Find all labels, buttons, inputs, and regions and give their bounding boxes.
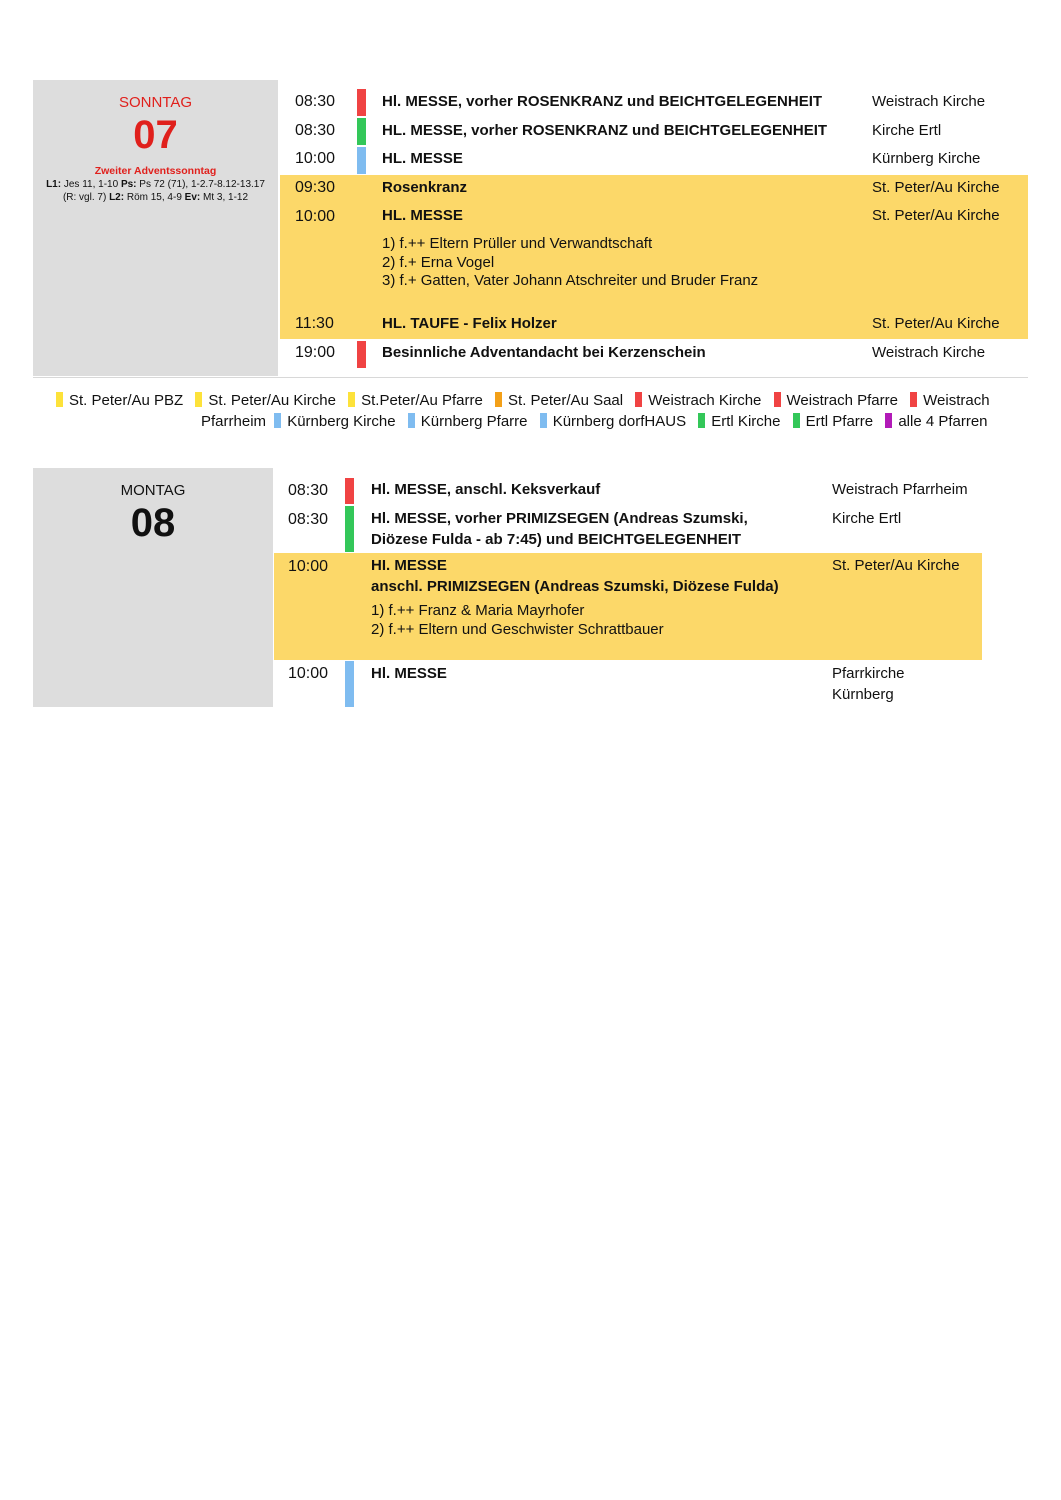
color-swatch — [408, 413, 415, 428]
legend-item: alle 4 Pfarren — [877, 413, 987, 430]
legend-item: St. Peter/Au PBZ — [52, 392, 183, 409]
event-location: St. Peter/Au Kirche — [872, 315, 1000, 332]
location-color-bar — [345, 506, 354, 552]
event-time: 08:30 — [295, 122, 336, 139]
event-location: Weistrach Kirche — [872, 344, 986, 361]
event-time: 09:30 — [295, 179, 336, 196]
intention-line: 2) f.++ Eltern und Geschwister Schrattbauer — [371, 620, 664, 638]
color-swatch — [195, 392, 202, 407]
event-time: 10:00 — [288, 665, 329, 682]
event-title: HL. MESSE — [382, 150, 463, 167]
location-color-bar — [345, 661, 354, 707]
event-notes — [382, 235, 758, 291]
legend-line — [52, 411, 1032, 432]
day-number: 07 — [133, 113, 178, 157]
legend-item: Kürnberg dorfHAUS — [532, 413, 686, 430]
location-color-bar — [357, 341, 366, 368]
legend-item: Weistrach — [902, 392, 989, 409]
location-color-bar — [357, 89, 366, 116]
location-color-bar — [357, 118, 366, 145]
event-title: Hl. MESSE — [371, 665, 447, 682]
day-number: 08 — [130, 501, 176, 545]
event-time: 10:00 — [295, 150, 336, 167]
legend-item: St. Peter/Au Saal — [487, 392, 623, 409]
event-location: Weistrach Kirche — [872, 93, 986, 110]
color-swatch — [793, 413, 800, 428]
event-content — [371, 555, 779, 639]
legend-item: St.Peter/Au Pfarre — [340, 392, 483, 409]
color-swatch — [495, 392, 502, 407]
event-time: 08:30 — [288, 511, 329, 528]
intention-line: 1) f.++ Eltern Prüller und Verwandtschaft — [382, 235, 653, 252]
event-title-line: HI. MESSE — [371, 557, 447, 574]
event-title: HL. MESSE — [382, 207, 463, 224]
color-swatch — [698, 413, 705, 428]
event-notes — [371, 602, 779, 639]
color-swatch — [348, 392, 355, 407]
event-title-line: Diözese Fulda - ab 7:45) und BEICHTGELEGENHEIT — [371, 531, 742, 548]
event-location: Kirche Ertl — [832, 510, 902, 527]
color-swatch — [635, 392, 642, 407]
event-title: HL. TAUFE - Felix Holzer — [382, 315, 557, 332]
event-location: Kürnberg Kirche — [872, 150, 981, 167]
legend-item: St. Peter/Au Kirche — [187, 392, 336, 409]
day-header-montag — [33, 468, 273, 707]
color-swatch — [910, 392, 917, 407]
event-time: 10:00 — [295, 208, 336, 225]
intention-line: 2) f.+ Erna Vogel — [382, 253, 495, 271]
weekday-label: MONTAG — [120, 482, 186, 499]
legend-line — [52, 390, 1032, 411]
event-time: 08:30 — [295, 93, 336, 110]
event-location: Weistrach Pfarrheim — [832, 481, 968, 498]
event-location: St. Peter/Au Kirche — [872, 207, 1000, 224]
legend-item: Kürnberg Kirche — [270, 413, 395, 430]
liturgical-feast: Zweiter Adventssonntag — [94, 165, 217, 177]
intention-line: 3) f.+ Gatten, Vater Johann Atschreiter und Bruder Franz — [382, 272, 759, 289]
event-location: St. Peter/Au Kirche — [872, 179, 1000, 196]
color-swatch — [885, 413, 892, 428]
color-swatch — [540, 413, 547, 428]
location-legend — [52, 390, 1032, 432]
event-time: 19:00 — [295, 344, 336, 361]
event-title: Rosenkranz — [382, 179, 468, 196]
legend-item: Ertl Pfarre — [785, 413, 874, 430]
day-header-sonntag — [33, 80, 278, 376]
event-content — [382, 205, 758, 291]
event-location: Pfarrkirche Kürnberg — [832, 665, 905, 703]
color-swatch — [774, 392, 781, 407]
color-swatch — [56, 392, 63, 407]
legend-item: Pfarrheim — [201, 413, 267, 430]
location-color-bar — [345, 478, 354, 504]
event-title: Besinnliche Adventandacht bei Kerzenschein — [382, 344, 706, 361]
legend-item: Weistrach Pfarre — [766, 392, 898, 409]
color-swatch — [274, 413, 281, 428]
weekday-label: SONNTAG — [118, 94, 193, 111]
event-title-line: Hl. MESSE, vorher PRIMIZSEGEN (Andreas Szumski, — [371, 510, 748, 527]
legend-item: Kürnberg Pfarre — [400, 413, 528, 430]
event-time: 10:00 — [288, 558, 329, 575]
event-title: HL. MESSE, vorher ROSENKRANZ und BEICHTGELEGENHEIT — [382, 122, 828, 139]
event-title: Hl. MESSE, anschl. Keksverkauf — [371, 481, 601, 498]
legend-item: Weistrach Kirche — [627, 392, 761, 409]
event-location: Kirche Ertl — [872, 122, 942, 139]
event-title-line: anschl. PRIMIZSEGEN (Andreas Szumski, Diözese Fulda) — [371, 578, 779, 595]
location-color-bar — [357, 147, 366, 174]
intention-line: 1) f.++ Franz & Maria Mayrhofer — [371, 602, 585, 619]
event-location: St. Peter/Au Kirche — [832, 557, 960, 574]
readings: L1: Jes 11, 1-10 Ps: Ps 72 (71), 1-2.7-8.12-13.17 (R: vgl. 7) L2: Röm 15, 4-9 Ev: Mt 3, 1-12 — [46, 179, 265, 203]
legend-item: Ertl Kirche — [690, 413, 780, 430]
event-title: Hl. MESSE, vorher ROSENKRANZ und BEICHTGELEGENHEIT — [382, 93, 823, 110]
event-time: 08:30 — [288, 482, 329, 499]
divider — [33, 377, 1028, 378]
event-time: 11:30 — [295, 315, 334, 332]
event-content — [371, 508, 748, 550]
